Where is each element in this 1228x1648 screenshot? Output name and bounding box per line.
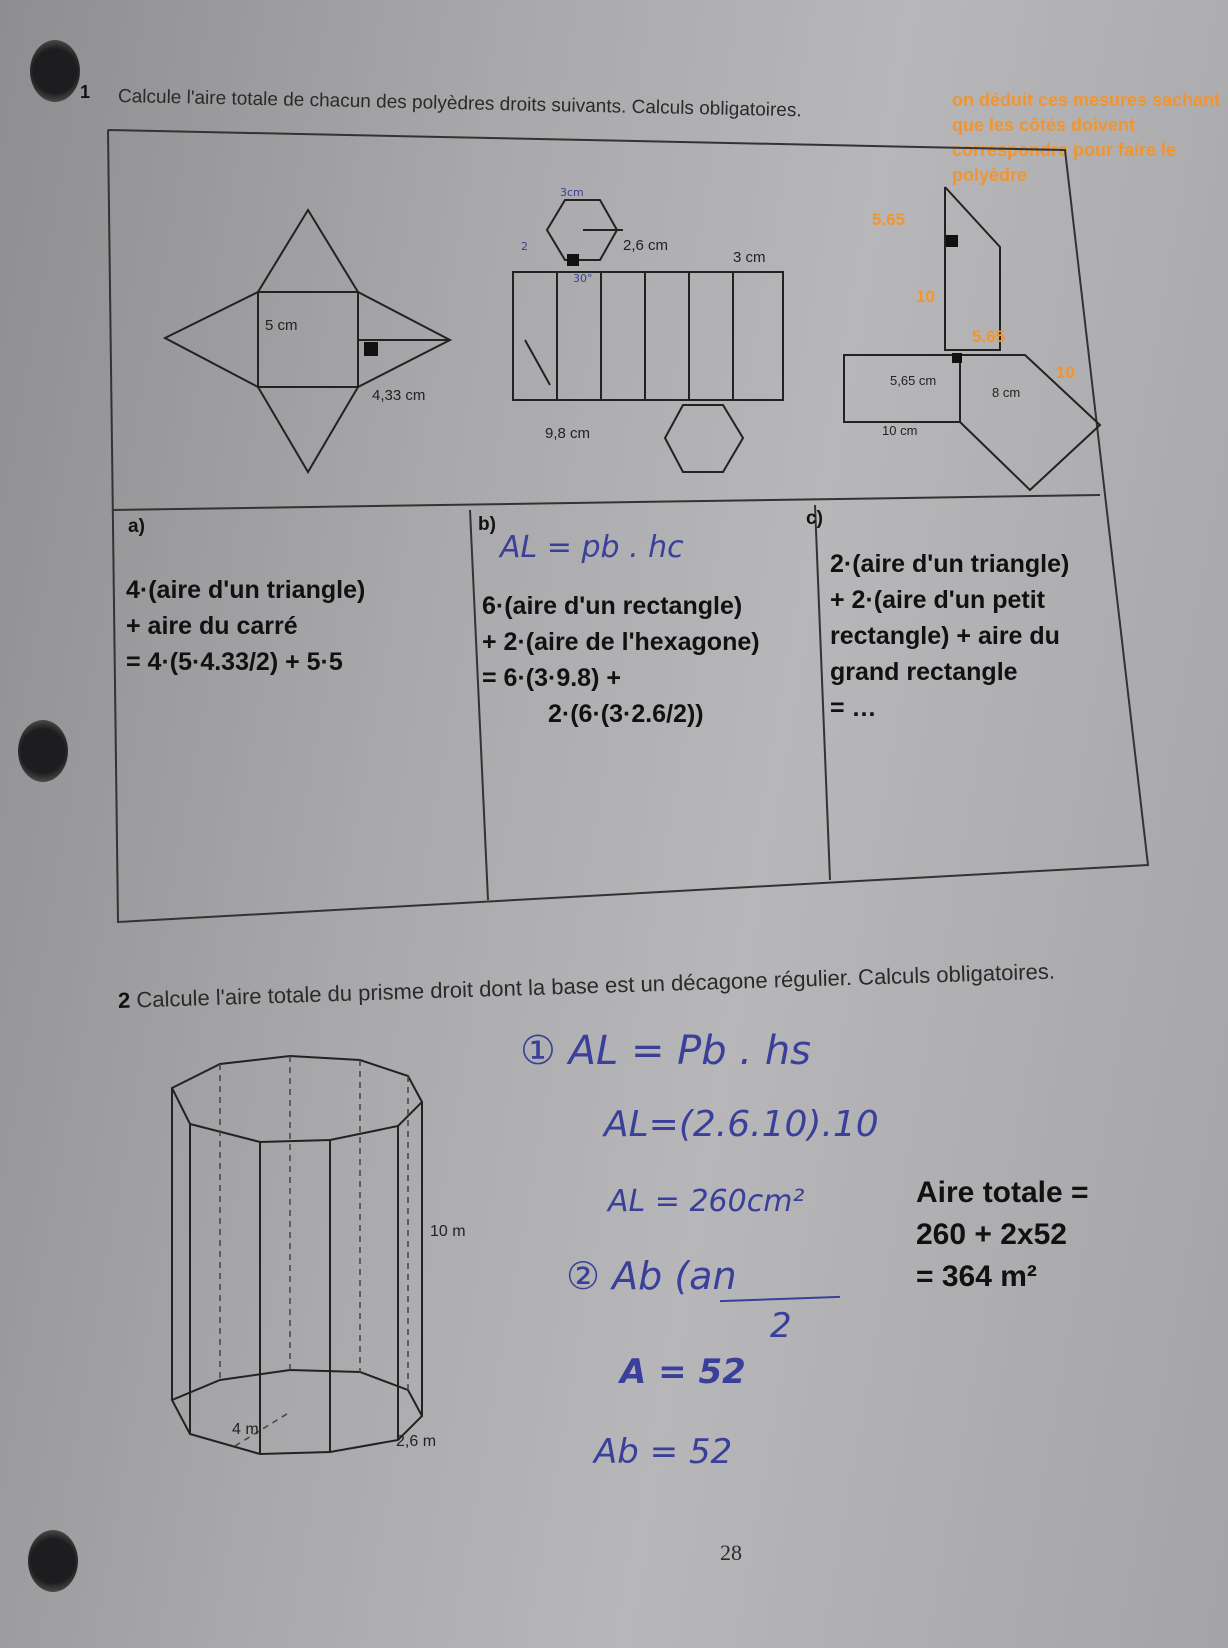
hand-line-5: 2: [770, 1306, 792, 1346]
figure-b-hand-top: 3cm: [560, 186, 584, 199]
figure-a-height-label: 4,33 cm: [372, 387, 426, 404]
figure-c-10-label: 10 cm: [882, 423, 918, 438]
answer-c-line-5: = …: [830, 694, 877, 722]
answer-a-label: a): [128, 516, 145, 537]
prism-height-label: 10 m: [430, 1223, 466, 1240]
right-angle-marker: [364, 342, 378, 356]
answer-b-line-2: + 2·(aire de l'hexagone): [482, 628, 760, 656]
hand-line-6: A = 52: [620, 1352, 746, 1392]
orange-565-mid: 5.65: [972, 327, 1006, 346]
hand-line-2: AL=(2.6.10).10: [604, 1104, 879, 1145]
hand-line-7: Ab = 52: [594, 1432, 733, 1472]
answer-b-line-1: 6·(aire d'un rectangle): [482, 592, 743, 620]
right-angle-marker-c2: [952, 353, 962, 363]
orange-note: on déduit ces mesures sachant que les côtés doivent correspondre pour faire le polyèdre: [952, 90, 1221, 185]
answer-a-line-1: 4·(aire d'un triangle): [126, 576, 366, 604]
orange-10-right: 10: [1056, 363, 1075, 382]
figure-b-hand-left: 2: [521, 240, 528, 253]
prism-apothem-label: 4 m: [232, 1421, 259, 1438]
answer-a-line-2: + aire du carré: [126, 612, 298, 640]
hand-line-1: ① AL = Pb . hs: [520, 1028, 812, 1074]
exercise-2-instruction: Calcule l'aire totale du prisme droit dont la base est un décagone régulier. Calculs obligatoires.: [135, 958, 1056, 1013]
exercise-1-instruction: Calcule l'aire totale de chacun des polyèdres droits suivants. Calculs obligatoires.: [117, 86, 802, 122]
answer-b-line-4: 2·(6·(3·2.6/2)): [548, 700, 704, 728]
answer-a-line-3: = 4·(5·4.33/2) + 5·5: [126, 648, 343, 676]
total-line-2: 260 + 2x52: [916, 1218, 1067, 1251]
right-angle-marker-b: [567, 254, 579, 266]
answer-b-label: b): [478, 514, 496, 535]
figure-b-height-label: 9,8 cm: [545, 425, 591, 442]
exercise-2-number: 2: [117, 987, 131, 1013]
figure-a-side-label: 5 cm: [265, 317, 298, 334]
answer-b-hand: AL = pb . hc: [500, 530, 684, 565]
orange-10-left: 10: [916, 287, 935, 306]
page-number: 28: [720, 1540, 742, 1565]
answer-c-line-4: grand rectangle: [830, 658, 1018, 686]
total-line-1: Aire totale =: [916, 1176, 1089, 1209]
figure-b-net: [505, 186, 805, 490]
figure-b-side-label: 3 cm: [733, 249, 766, 266]
hand-line-3: AL = 260cm²: [608, 1184, 805, 1219]
answer-c-label: c): [806, 508, 823, 529]
figure-c-565-label: 5,65 cm: [890, 373, 937, 388]
exercise-1-number: 1: [80, 82, 91, 102]
answer-b-line-3: = 6·(3·9.8) +: [482, 664, 621, 692]
answer-c-line-1: 2·(aire d'un triangle): [830, 550, 1070, 578]
total-line-3: = 364 m²: [916, 1260, 1037, 1293]
hand-line-4: ② Ab (an: [566, 1254, 737, 1298]
orange-565-top: 5.65: [872, 210, 906, 229]
figure-c-8-label: 8 cm: [992, 385, 1021, 400]
right-angle-marker-c1: [946, 235, 958, 247]
prism-side-label: 2,6 m: [396, 1433, 437, 1450]
figure-b-hand-angle: 30°: [573, 272, 593, 285]
answer-c-line-2: + 2·(aire d'un petit: [830, 586, 1046, 614]
answer-c-line-3: rectangle) + aire du: [830, 622, 1060, 650]
figure-a-net: [160, 200, 460, 480]
decagonal-prism: [160, 1050, 466, 1470]
figure-b-apothem-label: 2,6 cm: [623, 237, 669, 254]
